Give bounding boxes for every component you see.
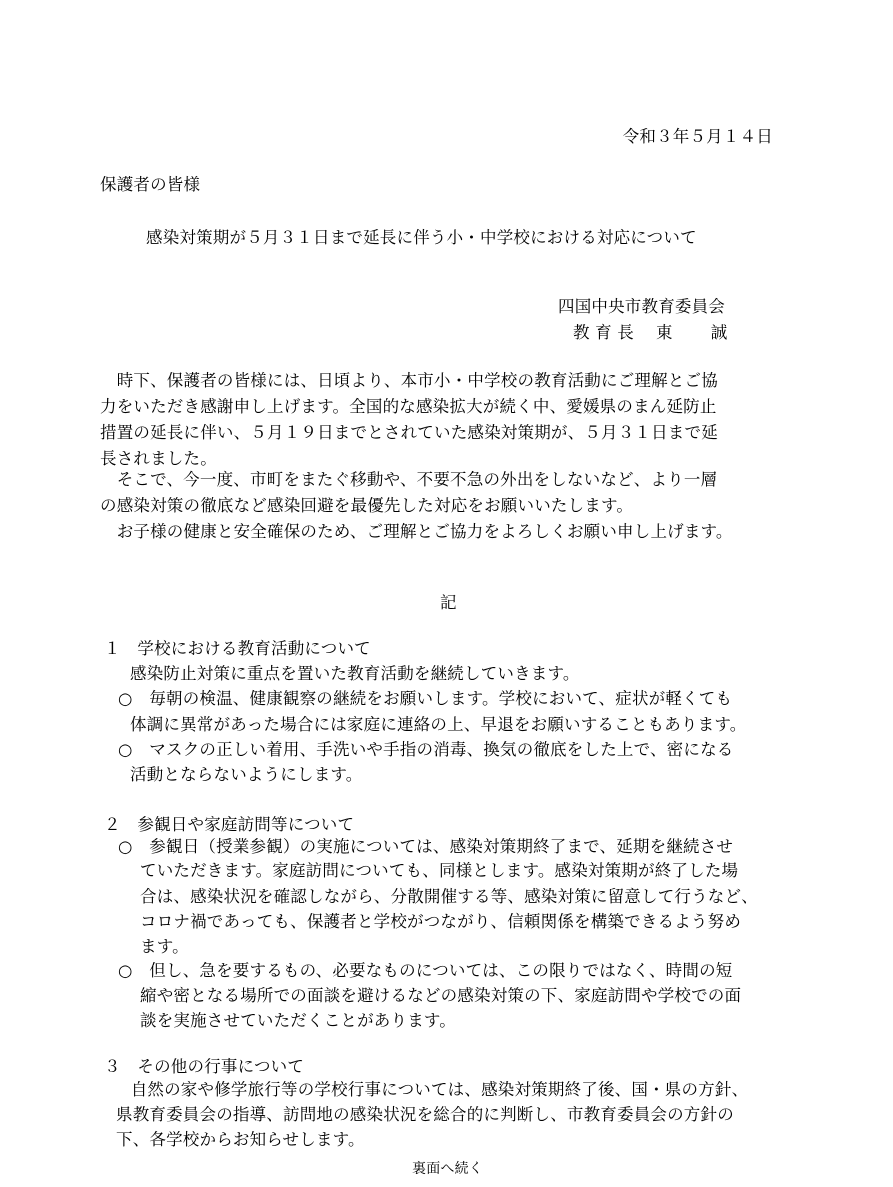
section-body-line: 県教育委員会の指導、訪問地の感染状況を総合的に判断し、市教育委員会の方針の — [116, 1105, 734, 1124]
addressee: 保護者の皆様 — [100, 175, 201, 194]
section-lead: 感染防止対策に重点を置いた教育活動を継続していきます。 — [130, 664, 580, 683]
intro-line: お子様の健康と安全確保のため、ご理解とご協力をよろしくお願い申し上げます。 — [100, 522, 733, 541]
section-heading: ３ その他の行事について — [104, 1057, 305, 1076]
section-body-line: 下、各学校からお知らせします。 — [116, 1130, 365, 1149]
bullet-item: ○ マスクの正しい着用、手洗いや手指の消毒、換気の徹底をした上で、密になる — [118, 740, 734, 759]
intro-line: そこで、今一度、市町をまたぐ移動や、不要不急の外出をしないなど、より一層 — [100, 470, 718, 489]
issuer-surname: 東 — [656, 323, 673, 342]
bullet-item-continuation: 縮や密となる場所での面談を避けるなどの感染対策の下、家庭訪問や学校での面 — [140, 986, 742, 1005]
intro-line: 長されました。 — [100, 449, 217, 468]
bullet-item: ○ 参観日（授業参観）の実施については、感染対策期終了まで、延期を継続させ — [118, 837, 734, 856]
bullet-item-continuation: 合は、感染状況を確認しながら、分散開催する等、感染対策に留意して行うなど、 — [140, 887, 758, 906]
bullet-item: ○ 毎朝の検温、健康観察の継続をお願いします。学校において、症状が軽くても — [118, 689, 733, 708]
intro-line: 力をいただき感謝申し上げます。全国的な感染拡大が続く中、愛媛県のまん延防止 — [100, 397, 717, 416]
issuer-signature — [573, 320, 727, 346]
bullet-item-continuation: 活動とならないようにします。 — [130, 765, 363, 784]
intro-line: の感染対策の徹底など感染回避を最優先した対応をお願いいたします。 — [100, 496, 634, 515]
ki-marker: 記 — [440, 593, 457, 612]
intro-line: 時下、保護者の皆様には、日頃より、本市小・中学校の教育活動にご理解とご協 — [100, 371, 718, 390]
issuer-given-name: 誠 — [710, 323, 728, 342]
bullet-item-continuation: 体調に異常があった場合には家庭に連絡の上、早退をお願いすることもあります。 — [130, 715, 747, 734]
document-title: 感染対策期が５月３１日まで延長に伴う小・中学校における対応について — [146, 228, 697, 247]
bullet-item-continuation: ていただきます。家庭訪問についても、同様とします。感染対策期が終了した場 — [140, 861, 739, 880]
continued-on-back: 裏面へ続く — [412, 1161, 483, 1177]
section-heading: ２ 参観日や家庭訪問等について — [104, 815, 355, 834]
section-body-line: 自然の家や修学旅行等の学校行事については、感染対策期終了後、国・県の方針、 — [114, 1080, 749, 1099]
intro-line: 措置の延長に伴い、５月１９日までとされていた感染対策期が、５月３１日まで延 — [100, 423, 718, 442]
issuer-title: 教 育 長 — [573, 323, 634, 342]
bullet-item-continuation: 談を実施させていただくことがあります。 — [140, 1011, 456, 1030]
section-heading: １ 学校における教育活動について — [104, 639, 371, 658]
bullet-item-continuation: コロナ禍であっても、保護者と学校がつながり、信頼関係を構築できるよう努め — [140, 912, 742, 931]
document-date: 令和３年５月１４日 — [622, 127, 773, 146]
issuer-organization: 四国中央市教育委員会 — [558, 297, 725, 316]
bullet-item: ○ 但し、急を要するもの、必要なものについては、この限りではなく、時間の短 — [118, 961, 733, 980]
bullet-item-continuation: ます。 — [140, 937, 189, 956]
